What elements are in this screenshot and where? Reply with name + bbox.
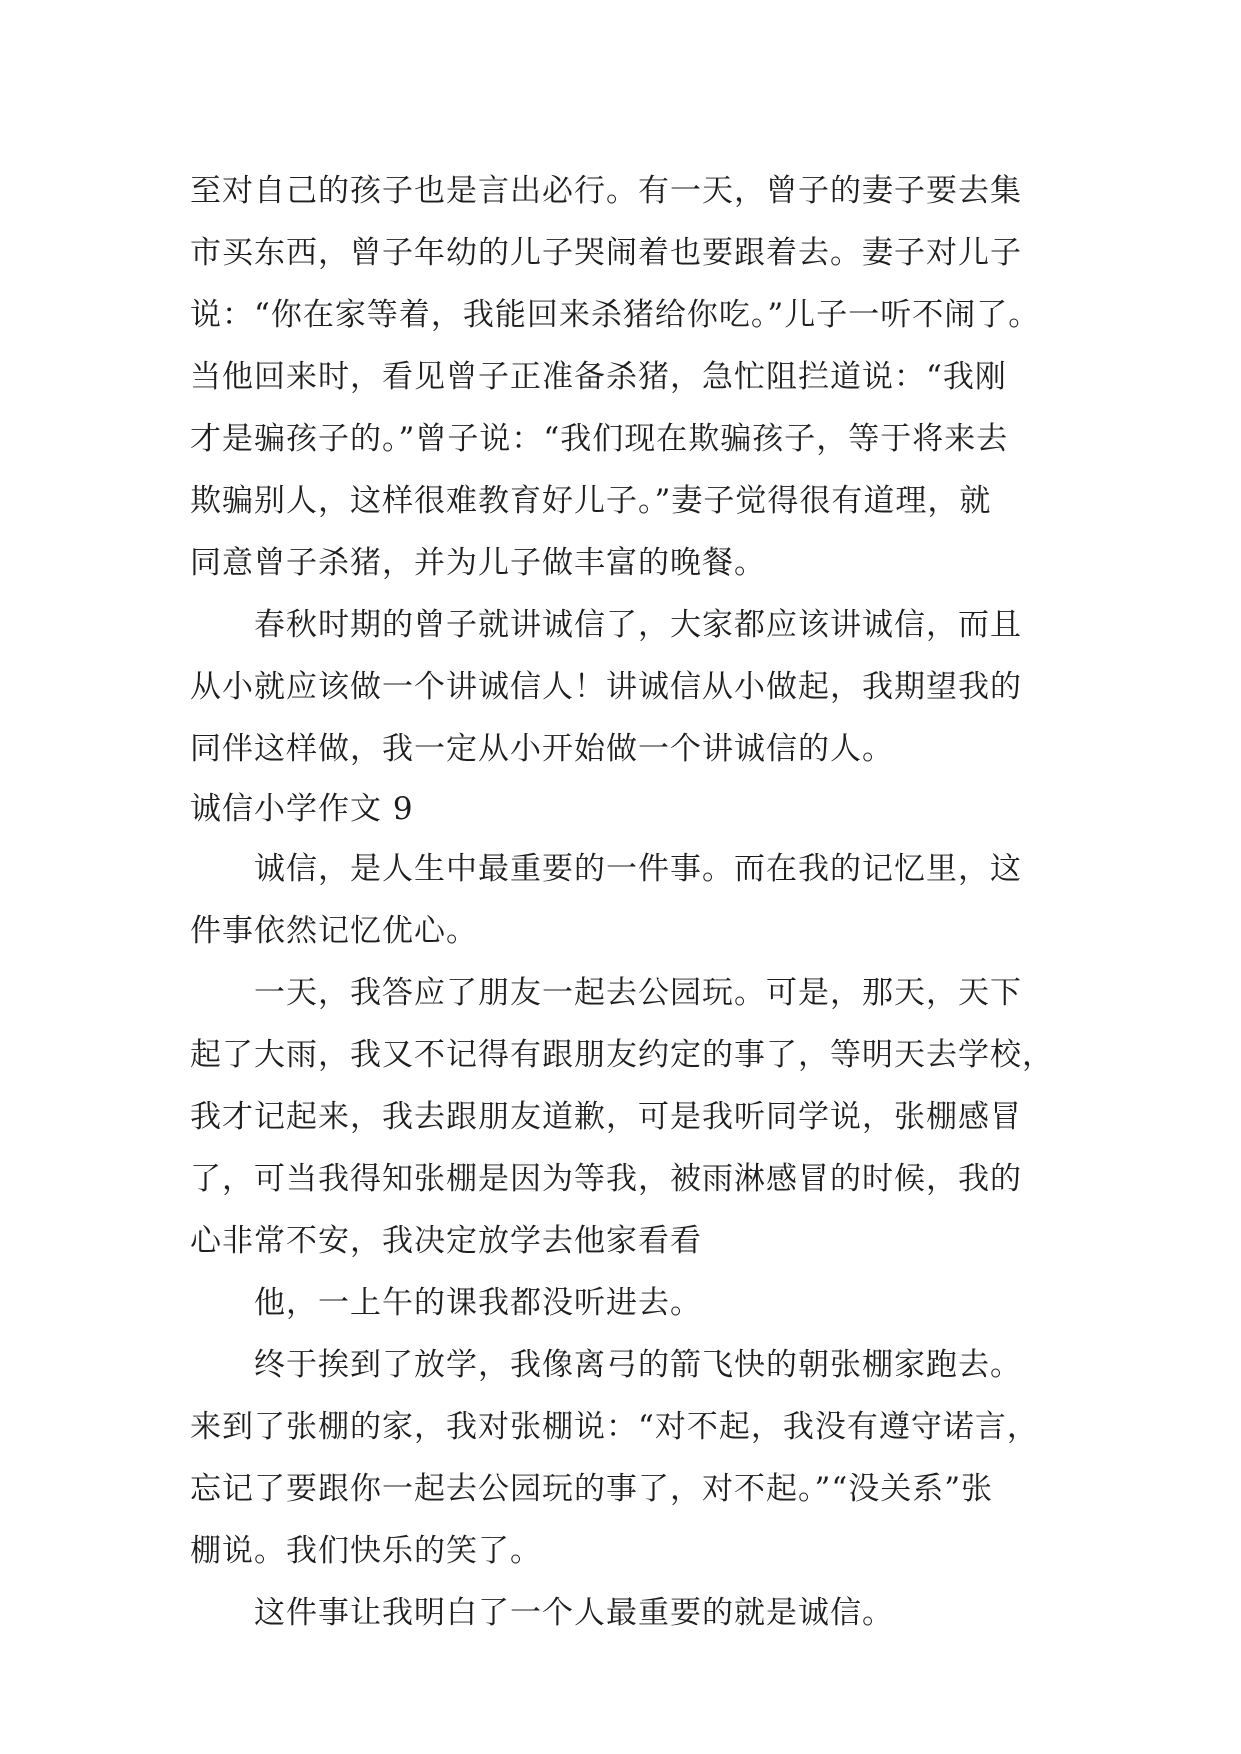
- paragraph-first-line: 终于挨到了放学，我像离弓的箭飞快的朝张棚家跑去。: [254, 1347, 1022, 1383]
- text-line: 至对自己的孩子也是言出必行。有一天，曾子的妻子要去集: [190, 173, 1022, 209]
- document-body: [190, 160, 1054, 1644]
- text-line: 了，可当我得知张棚是因为等我，被雨淋感冒的时候，我的: [190, 1161, 1022, 1197]
- text-line: 欺骗别人，这样很难教育好儿子。”妻子觉得很有道理，就: [190, 483, 992, 519]
- text-line: 同伴这样做，我一定从小开始做一个讲诚信的人。: [190, 731, 894, 767]
- text-line: 起了大雨，我又不记得有跟朋友约定的事了，等明天去学校，: [190, 1037, 1054, 1073]
- text-line: 从小就应该做一个讲诚信人！讲诚信从小做起，我期望我的: [190, 669, 1022, 705]
- paragraph-first-line: 他，一上午的课我都没听进去。: [254, 1285, 702, 1321]
- paragraph-first-line: 这件事让我明白了一个人最重要的就是诚信。: [254, 1595, 894, 1631]
- text-line: 当他回来时，看见曾子正准备杀猪，急忙阻拦道说：“我刚: [190, 359, 1007, 395]
- text-line: 心非常不安，我决定放学去他家看看: [190, 1223, 702, 1259]
- text-line: 说：“你在家等着，我能回来杀猪给你吃。”儿子一听不闹了。: [190, 297, 1041, 333]
- text-line: 同意曾子杀猪，并为儿子做丰富的晚餐。: [190, 545, 766, 581]
- text-line: 棚说。我们快乐的笑了。: [190, 1533, 542, 1569]
- text-line: 我才记起来，我去跟朋友道歉，可是我听同学说，张棚感冒: [190, 1099, 1022, 1135]
- text-line: 忘记了要跟你一起去公园玩的事了，对不起。”“没关系”张: [190, 1471, 994, 1507]
- paragraph-first-line: 一天，我答应了朋友一起去公园玩。可是，那天，天下: [254, 975, 1022, 1011]
- text-line: 件事依然记忆优心。: [190, 913, 478, 949]
- paragraph-first-line: 春秋时期的曾子就讲诚信了，大家都应该讲诚信，而且: [254, 607, 1022, 643]
- section-heading: 诚信小学作文 9: [190, 791, 414, 827]
- paragraph-first-line: 诚信，是人生中最重要的一件事。而在我的记忆里，这: [254, 851, 1022, 887]
- text-line: 市买东西，曾子年幼的儿子哭闹着也要跟着去。妻子对儿子: [190, 235, 1022, 271]
- text-line: 来到了张棚的家，我对张棚说：“对不起，我没有遵守诺言，: [190, 1409, 1039, 1445]
- text-line: 才是骗孩子的。”曾子说：“我们现在欺骗孩子，等于将来去: [190, 421, 1009, 457]
